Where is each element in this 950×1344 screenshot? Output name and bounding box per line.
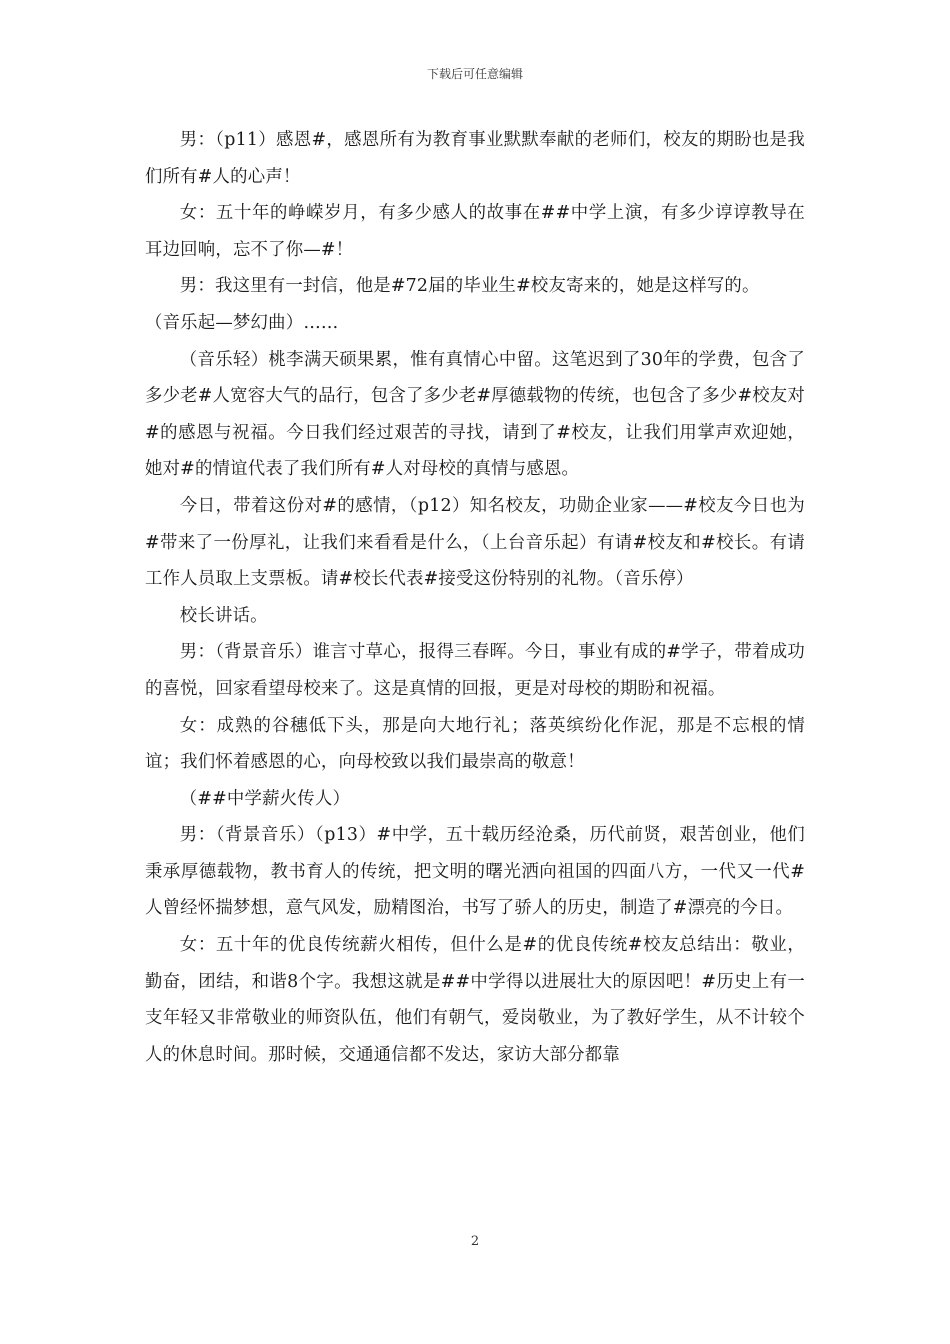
paragraph: 男：（p11）感恩#，感恩所有为教育事业默默奉献的老师们，校友的期盼也是我们所有#人的心声！ — [145, 130, 805, 187]
paragraph: 女：五十年的优良传统薪火相传，但什么是#的优良传统#校友总结出：敬业，勤奋，团结，和谐8个字。我想这就是##中学得以进展壮大的原因吧！#历史上有一支年轻又非常敬业的师资队伍，他们有朝气，爱岗敬业，为了教好学生，从不计较个人的休息时间。那时候，交通通信都不发达，家访大部分都靠 — [145, 935, 805, 1065]
paragraph: 女：成熟的谷穗低下头，那是向大地行礼；落英缤纷化作泥，那是不忘根的情谊；我们怀着感恩的心，向母校致以我们最崇高的敬意！ — [145, 715, 805, 773]
document-body — [145, 122, 805, 1073]
paragraph: 女：五十年的峥嵘岁月，有多少感人的故事在##中学上演，有多少谆谆教导在耳边回响，忘不了你—#！ — [145, 203, 805, 260]
page-number: 2 — [470, 1234, 480, 1249]
paragraph: 男：（背景音乐）（p13）#中学，五十载历经沧桑，历代前贤，艰苦创业，他们秉承厚德载物，教书育人的传统，把文明的曙光洒向祖国的四面八方，一代又一代#人曾经怀揣梦想，意气风发，励精图治，书写了骄人的历史，制造了#漂亮的今日。 — [145, 825, 805, 919]
paragraph: 校长讲话。 — [179, 605, 268, 626]
page-header: 下载后可任意编辑 — [426, 67, 523, 81]
paragraph: 男：我这里有一封信，他是#72届的毕业生#校友寄来的，她是这样写的。 — [179, 276, 760, 297]
paragraph: 男：（背景音乐）谁言寸草心，报得三春晖。今日，事业有成的#学子，带着成功的喜悦，回家看望母校来了。这是真情的回报，更是对母校的期盼和祝福。 — [145, 642, 805, 699]
paragraph: （音乐轻）桃李满天硕果累，惟有真情心中留。这笔迟到了30年的学费，包含了多少老#人宽容大气的品行，包含了多少老#厚德载物的传统，也包含了多少#校友对#的感恩与祝福。今日我们经过艰苦的寻找，请到了#校友，让我们用掌声欢迎她，她对#的情谊代表了我们所有#人对母校的真情与感恩。 — [145, 349, 805, 480]
paragraph: 今日，带着这份对#的感情，（p12）知名校友，功勋企业家——#校友今日也为#带来了一份厚礼，让我们来看看是什么，（上台音乐起）有请#校友和#校长。有请工作人员取上支票板。请#校长代表#接受这份特别的礼物。（音乐停） — [145, 495, 805, 590]
paragraph: （##中学薪火传人） — [179, 788, 351, 809]
paragraph: （音乐起—梦幻曲）…… — [145, 312, 339, 333]
